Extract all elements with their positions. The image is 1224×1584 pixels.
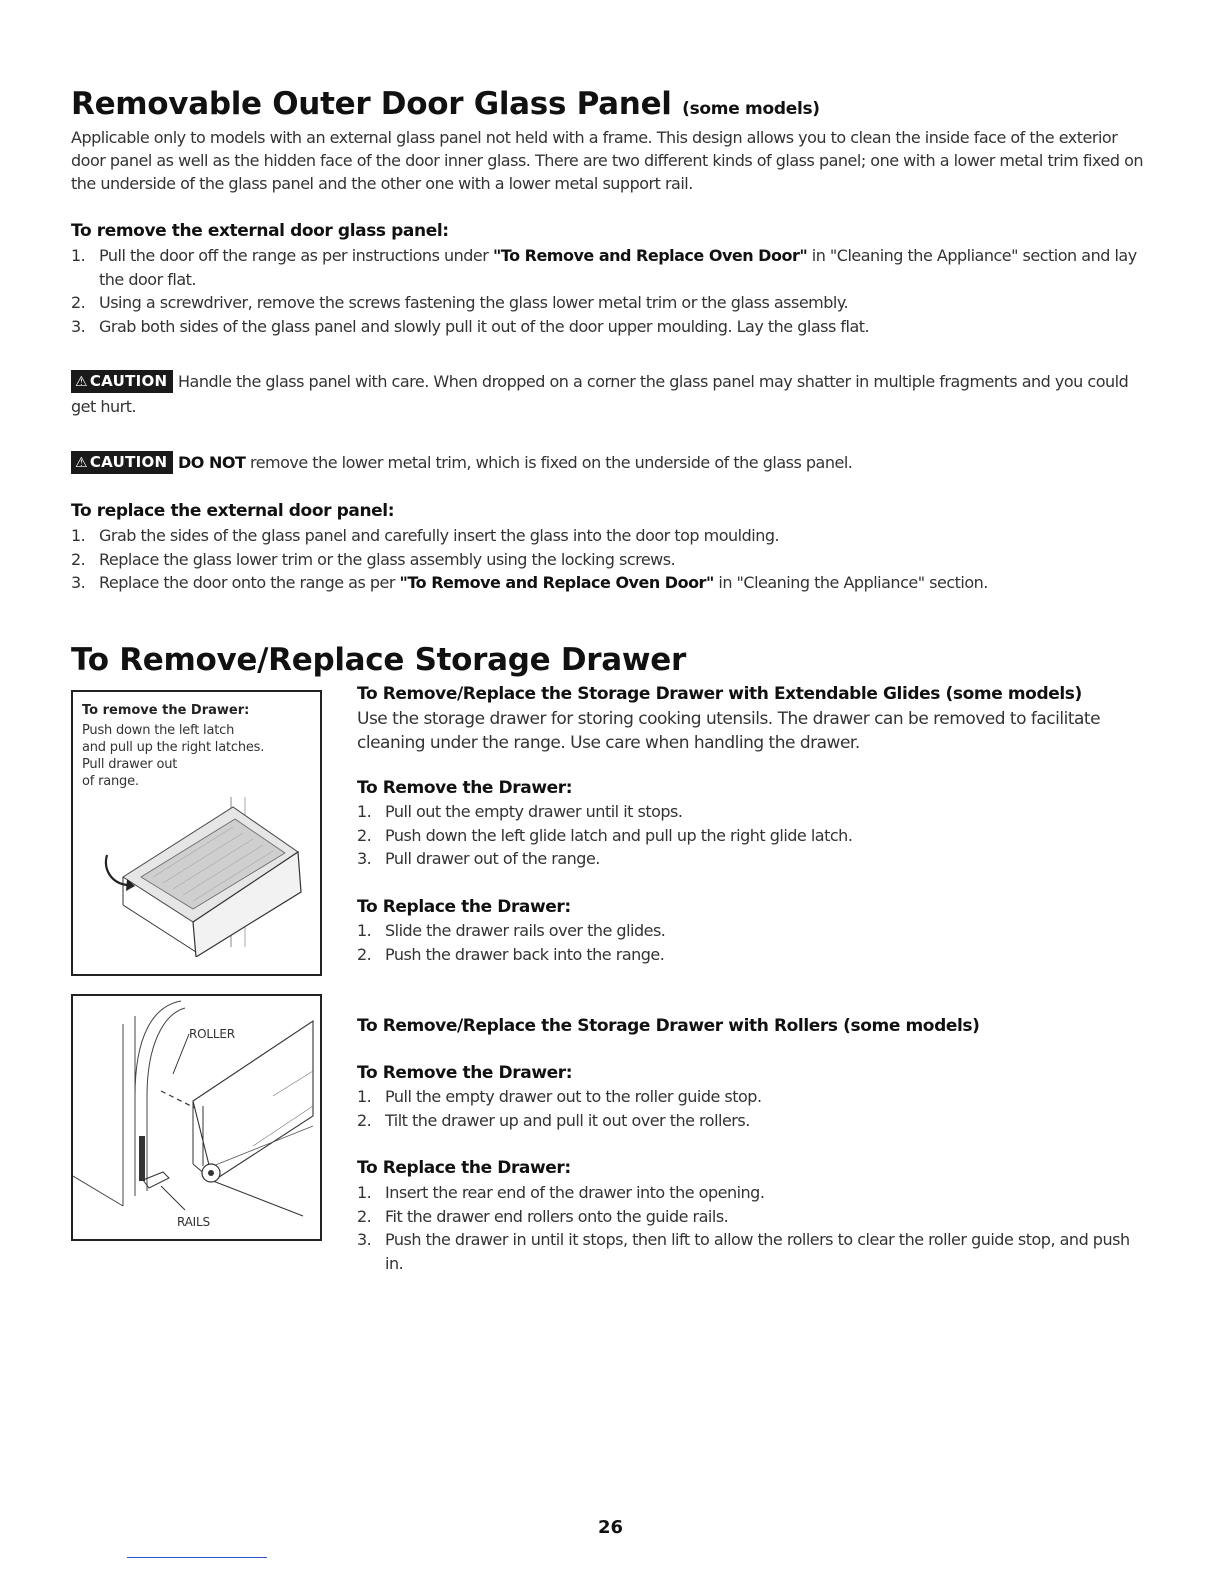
caution-note-2: ⚠ CAUTION DO NOT remove the lower metal trim, which is fixed on the underside of the glass panel. — [71, 450, 1146, 475]
drawer-glides-figure — [71, 690, 322, 976]
replace-glass-steps — [71, 524, 1146, 595]
rollers-heading: To Remove/Replace the Storage Drawer with Rollers (some models) — [357, 1016, 980, 1036]
replace-glass-heading: To replace the external door panel: — [71, 501, 395, 521]
rollers-replace-heading: To Replace the Drawer: — [357, 1158, 571, 1178]
glides-intro: Use the storage drawer for storing cooking utensils. The drawer can be removed to facilitate cleaning under the range. Use care when handling the drawer. — [357, 709, 1101, 753]
figure-caption: Push down the left latch and pull up the right latches. Pull drawer out of range. — [82, 723, 265, 789]
list-item: 2. Using a screwdriver, remove the screws fastening the glass lower metal trim or the glass assembly. — [71, 293, 849, 312]
caution-badge: ⚠ CAUTION — [71, 451, 173, 474]
list-item: 1. Pull the empty drawer out to the roller guide stop. — [357, 1087, 762, 1106]
list-item: 2. Tilt the drawer up and pull it out over the rollers. — [357, 1110, 750, 1130]
caution-note-1: ⚠ CAUTION Handle the glass panel with care. When dropped on a corner the glass panel may shatter in multiple fragments and you could get hurt. — [71, 372, 1129, 416]
drawer-rollers-figure — [71, 994, 322, 1241]
list-item: 2. Push down the left glide latch and pull up the right glide latch. — [357, 825, 853, 845]
list-item: 3. Push the drawer in until it stops, then lift to allow the rollers to clear the roller guide stop, and push in. — [357, 1230, 1130, 1273]
caution-badge: ⚠ CAUTION — [71, 370, 173, 393]
figure-caption-title: To remove the Drawer: — [82, 703, 250, 718]
warning-triangle-icon: ⚠ — [75, 455, 88, 471]
list-item: 3. Grab both sides of the glass panel and slowly pull it out of the door upper moulding. Lay the glass flat. — [71, 316, 870, 336]
warning-triangle-icon: ⚠ — [75, 374, 88, 390]
glides-replace-heading: To Replace the Drawer: — [357, 897, 571, 917]
rollers-remove-heading: To Remove the Drawer: — [357, 1063, 573, 1083]
list-item: 2. Fit the drawer end rollers onto the guide rails. — [357, 1206, 729, 1226]
glides-heading: To Remove/Replace the Storage Drawer with Extendable Glides (some models) — [357, 684, 1082, 704]
list-item: 1. Grab the sides of the glass panel and carefully insert the glass into the door top moulding. — [71, 526, 780, 545]
list-item: 1. Slide the drawer rails over the glides. — [357, 921, 666, 940]
list-item: 2. Replace the glass lower trim or the glass assembly using the locking screws. — [71, 549, 676, 569]
list-item: 1. Insert the rear end of the drawer into the opening. — [357, 1183, 765, 1202]
footer-rule — [127, 1557, 267, 1558]
list-item: 1. Pull out the empty drawer until it stops. — [357, 802, 683, 821]
roller-label: ROLLER — [189, 1027, 235, 1041]
title-suffix: (some models) — [682, 99, 820, 119]
list-item: 3. Replace the door onto the range as per "To Remove and Replace Oven Door" in "Cleaning the Appliance" section. — [71, 573, 988, 592]
list-item: 3. Pull drawer out of the range. — [357, 849, 600, 868]
drawer-glides-illustration — [93, 797, 313, 957]
list-item: 2. Push the drawer back into the range. — [357, 944, 665, 964]
rollers-remove-steps — [357, 1085, 1147, 1132]
glides-replace-steps — [357, 919, 1147, 966]
glides-remove-heading: To Remove the Drawer: — [357, 778, 573, 798]
remove-glass-heading: To remove the external door glass panel: — [71, 221, 449, 241]
remove-glass-steps — [71, 244, 1146, 338]
page-number: 26 — [598, 1517, 624, 1538]
glass-intro: Applicable only to models with an external glass panel not held with a frame. This design allows you to clean the inside face of the exterior door panel as well as the hidden face of the door inner glass. There are two different kinds of glass panel; one with a lower metal trim fixed on the underside of the glass panel and the other one with a lower metal support rail. — [71, 128, 1143, 193]
list-item: 1. Pull the door off the range as per instructions under "To Remove and Replace Oven Door" in "Cleaning the Appliance" section and lay the door flat. — [71, 246, 1137, 289]
drawer-section-title: To Remove/Replace Storage Drawer — [71, 642, 686, 678]
glides-remove-steps — [357, 800, 1147, 871]
glass-section-title: Removable Outer Door Glass Panel (some models) — [71, 86, 820, 122]
rollers-replace-steps — [357, 1181, 1147, 1275]
rails-label: RAILS — [177, 1215, 210, 1229]
